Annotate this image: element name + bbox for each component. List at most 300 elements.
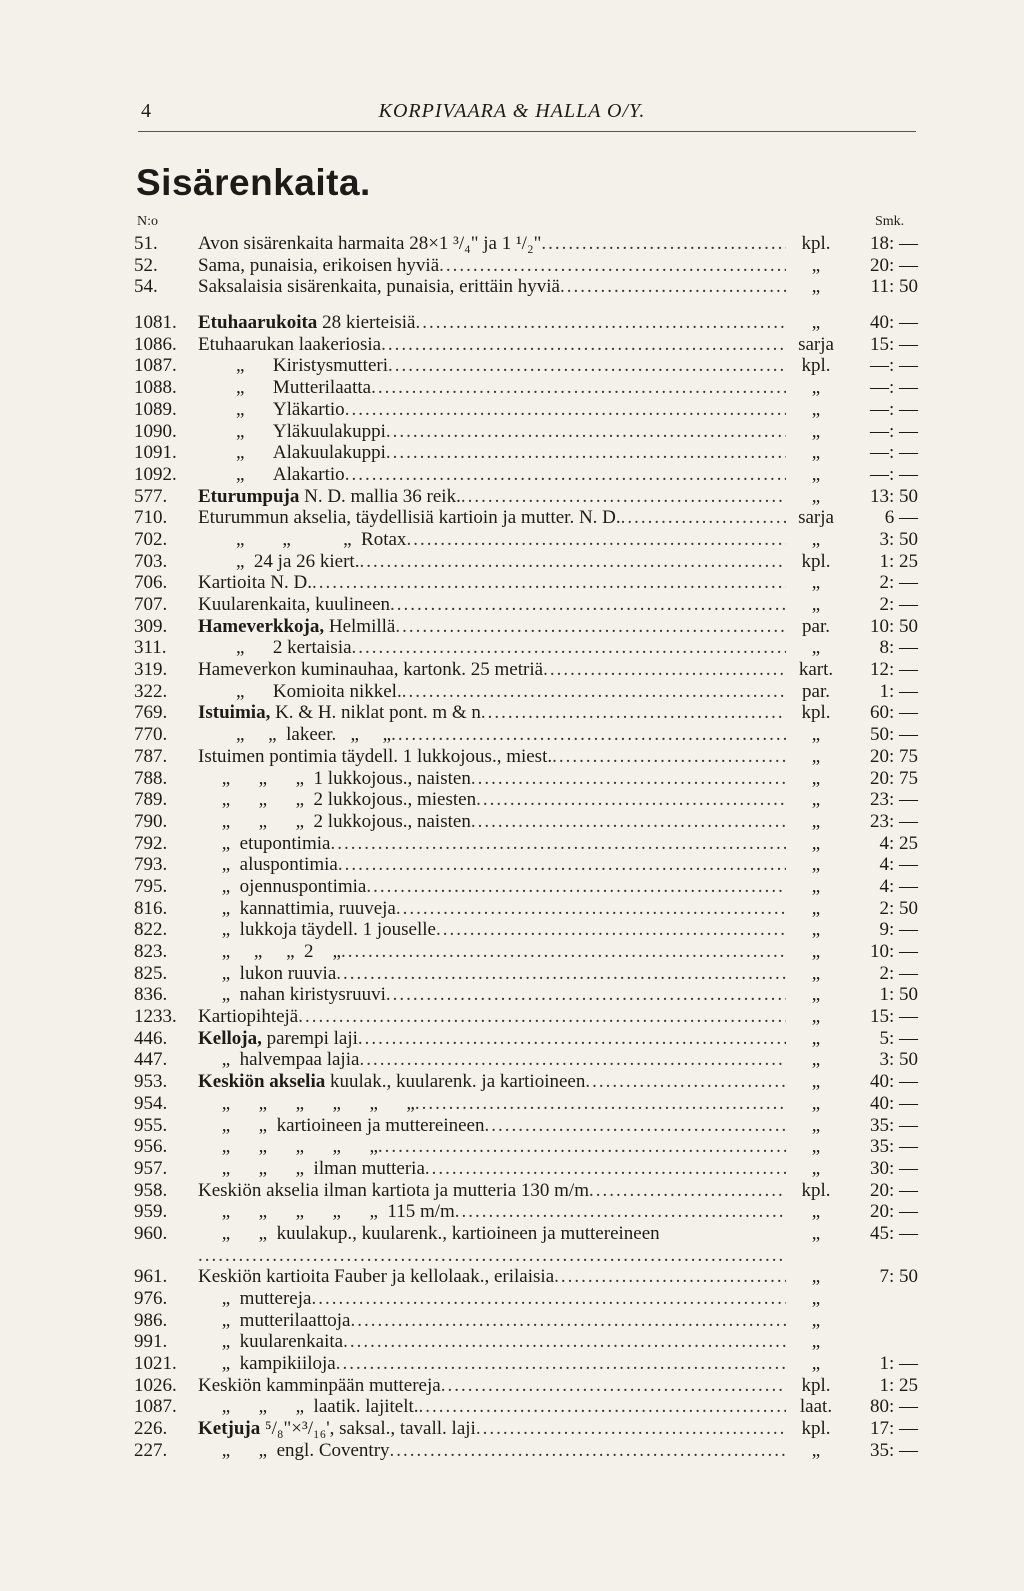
header-rule xyxy=(138,131,916,132)
item-text-body: „ „ „ laatik. lajitelt. xyxy=(198,1396,419,1418)
item-price: 4: — xyxy=(879,854,918,876)
item-text-body: „ kannattimia, ruuveja xyxy=(198,897,396,919)
item-number: 788. xyxy=(134,767,168,789)
item-description xyxy=(198,1201,786,1223)
list-item xyxy=(134,276,924,298)
item-description xyxy=(198,1049,786,1071)
item-number: 447. xyxy=(134,1049,168,1071)
item-text xyxy=(198,572,312,594)
list-item xyxy=(134,898,924,920)
item-number: 319. xyxy=(134,659,168,681)
item-description xyxy=(198,1418,786,1440)
item-text xyxy=(198,681,402,703)
list-item xyxy=(134,1288,924,1310)
item-unit: „ xyxy=(811,594,821,615)
item-price: 7: 50 xyxy=(879,1266,918,1288)
item-price: 1: — xyxy=(879,1353,918,1375)
item-number: 226. xyxy=(134,1418,168,1440)
item-description xyxy=(198,1006,786,1028)
item-unit: kpl. xyxy=(801,1179,831,1201)
dot-leader xyxy=(552,746,786,768)
item-description xyxy=(198,768,786,790)
item-description xyxy=(198,1223,786,1266)
item-number: 825. xyxy=(134,962,168,984)
item-description xyxy=(198,233,786,255)
item-description xyxy=(198,255,786,277)
dot-leader xyxy=(471,811,786,833)
item-number: 959. xyxy=(134,1201,168,1223)
item-number: 1021. xyxy=(134,1353,177,1375)
page-title: Sisärenkaita. xyxy=(136,162,371,203)
list-item xyxy=(134,724,924,746)
item-description xyxy=(198,1115,786,1137)
list-item xyxy=(134,529,924,551)
item-number: 956. xyxy=(134,1136,168,1158)
list-item xyxy=(134,854,924,876)
item-price: 40: — xyxy=(869,312,918,334)
dot-leader xyxy=(560,276,786,298)
item-price: 10: — xyxy=(869,941,918,962)
dot-leader xyxy=(441,1375,786,1397)
dot-leader xyxy=(386,421,786,443)
dot-leader xyxy=(543,659,786,681)
item-unit: „ xyxy=(811,276,821,298)
item-text-body: „ Komioita nikkel. xyxy=(198,680,402,702)
item-description xyxy=(198,377,786,399)
item-unit: „ xyxy=(811,572,821,594)
item-number: 954. xyxy=(134,1092,168,1114)
item-number: 710. xyxy=(134,507,168,529)
dot-leader xyxy=(471,768,786,790)
list-item xyxy=(134,1396,924,1418)
item-unit: „ xyxy=(811,832,821,854)
item-unit: „ xyxy=(811,1071,821,1093)
item-price: 13: 50 xyxy=(869,485,918,507)
item-text xyxy=(198,1223,786,1245)
dot-leader xyxy=(371,377,786,399)
item-number: 976. xyxy=(134,1288,168,1310)
item-text xyxy=(198,355,388,377)
item-number: 703. xyxy=(134,550,168,572)
item-number: 961. xyxy=(134,1266,168,1288)
item-price: 1: — xyxy=(879,680,918,702)
item-description xyxy=(198,442,786,464)
item-description xyxy=(198,681,786,703)
item-text xyxy=(198,334,381,356)
item-unit: „ xyxy=(811,875,821,897)
dot-leader xyxy=(481,702,786,724)
item-price: —: — xyxy=(869,420,918,442)
list-item xyxy=(134,1331,924,1353)
item-price: —: — xyxy=(869,355,918,377)
list-item xyxy=(134,1418,924,1440)
dot-leader xyxy=(345,399,786,421)
item-text xyxy=(198,276,560,298)
item-text xyxy=(198,876,366,898)
item-number: 227. xyxy=(134,1439,168,1461)
list-item xyxy=(134,659,924,681)
item-text-body: „ „ „ 1 lukkojous., naisten xyxy=(198,767,471,789)
item-text xyxy=(198,811,471,833)
item-price: 3: 50 xyxy=(879,528,918,550)
item-unit: „ xyxy=(811,1331,821,1353)
item-text xyxy=(198,1201,455,1223)
item-number: 706. xyxy=(134,572,168,594)
item-unit: laat. xyxy=(799,1396,833,1418)
item-text xyxy=(198,1071,585,1093)
item-description xyxy=(198,1266,786,1288)
item-unit: „ xyxy=(811,1114,821,1136)
item-number: 789. xyxy=(134,789,168,811)
item-text-body: „ kuularenkaita xyxy=(198,1331,344,1353)
item-text xyxy=(198,919,436,941)
list-item xyxy=(134,1201,924,1223)
price-list xyxy=(134,233,924,1462)
item-number: 446. xyxy=(134,1027,168,1049)
item-unit: „ xyxy=(811,1439,821,1461)
item-description xyxy=(198,1353,786,1375)
item-description xyxy=(198,276,786,298)
item-text xyxy=(198,1006,298,1028)
item-number: 702. xyxy=(134,528,168,550)
item-text xyxy=(198,399,345,421)
item-price: 20: 75 xyxy=(869,745,918,767)
item-text xyxy=(198,377,371,399)
list-item xyxy=(134,1310,924,1332)
item-unit: „ xyxy=(811,810,821,832)
list-item xyxy=(134,233,924,255)
item-unit: kpl. xyxy=(801,702,831,724)
item-text xyxy=(198,255,439,277)
item-unit: „ xyxy=(811,1288,821,1310)
dot-leader xyxy=(359,551,786,573)
item-number: 1090. xyxy=(134,420,177,442)
dot-leader xyxy=(484,1115,786,1137)
item-number: 311. xyxy=(134,637,167,659)
dot-leader xyxy=(343,1331,786,1353)
list-item xyxy=(134,551,924,573)
item-price: 40: — xyxy=(869,1071,918,1093)
item-unit: „ xyxy=(811,745,821,767)
item-description xyxy=(198,1158,786,1180)
item-text xyxy=(198,1418,476,1440)
dot-leader xyxy=(461,486,786,508)
item-number: 309. xyxy=(134,615,168,637)
item-number: 957. xyxy=(134,1157,168,1179)
item-price: 9: — xyxy=(879,919,918,941)
item-unit: kpl. xyxy=(801,1418,831,1440)
item-price: 2: 50 xyxy=(879,897,918,919)
item-price: 6 — xyxy=(884,507,918,529)
dot-leader xyxy=(388,355,786,377)
dot-leader xyxy=(396,898,786,920)
item-text xyxy=(198,1028,358,1050)
item-price: 20: 75 xyxy=(869,767,918,789)
item-price: 20: — xyxy=(869,1179,918,1201)
item-description xyxy=(198,486,786,508)
list-item xyxy=(134,421,924,443)
item-text xyxy=(198,659,543,681)
item-description xyxy=(198,789,786,811)
item-text xyxy=(198,637,352,659)
item-text xyxy=(198,963,336,985)
list-item xyxy=(134,919,924,941)
dot-leader xyxy=(386,442,786,464)
list-item xyxy=(134,1440,924,1462)
item-text xyxy=(198,486,461,508)
list-item xyxy=(134,1158,924,1180)
item-number: 787. xyxy=(134,745,168,767)
item-number: 1081. xyxy=(134,312,177,334)
item-price: 20: — xyxy=(869,254,918,276)
item-heading: Keskiön akselia xyxy=(198,1071,326,1093)
item-heading: Ketjuja xyxy=(198,1418,261,1440)
item-description xyxy=(198,1440,786,1462)
list-item xyxy=(134,464,924,486)
item-description xyxy=(198,984,786,1006)
item-text xyxy=(198,833,330,855)
item-description xyxy=(198,464,786,486)
list-item xyxy=(134,442,924,464)
dot-leader xyxy=(419,1396,786,1418)
item-description xyxy=(198,1310,786,1332)
item-unit: „ xyxy=(811,254,821,276)
item-description xyxy=(198,1093,786,1115)
item-unit: „ xyxy=(811,1222,821,1244)
item-unit: „ xyxy=(811,962,821,984)
item-description xyxy=(198,334,786,356)
item-unit: „ xyxy=(811,1136,821,1158)
item-number: 769. xyxy=(134,702,168,724)
item-price: 35: — xyxy=(869,1114,918,1136)
item-text xyxy=(198,984,386,1006)
item-text xyxy=(198,1049,359,1071)
item-number: 991. xyxy=(134,1331,168,1353)
item-number: 793. xyxy=(134,854,168,876)
item-unit: „ xyxy=(811,1157,821,1179)
item-number: 52. xyxy=(134,254,158,276)
item-unit: „ xyxy=(811,767,821,789)
dot-leader xyxy=(352,637,786,659)
item-text xyxy=(198,1288,311,1310)
item-price: 2: — xyxy=(879,594,918,615)
dot-leader xyxy=(390,1440,786,1462)
item-unit: kart. xyxy=(798,659,834,681)
list-item xyxy=(134,876,924,898)
dot-leader xyxy=(345,464,786,486)
list-item xyxy=(134,312,924,334)
item-description xyxy=(198,637,786,659)
list-item xyxy=(134,255,924,277)
dot-leader xyxy=(198,1245,786,1267)
item-number: 836. xyxy=(134,984,168,1006)
item-text-body: „ aluspontimia xyxy=(198,854,338,876)
list-item xyxy=(134,681,924,703)
item-number: 1091. xyxy=(134,442,177,464)
item-number: 958. xyxy=(134,1179,168,1201)
item-number: 816. xyxy=(134,897,168,919)
list-item xyxy=(134,789,924,811)
item-price: 15: — xyxy=(869,1006,918,1028)
item-unit: kpl. xyxy=(801,233,831,254)
item-heading: Istuimia, xyxy=(198,702,271,724)
item-price: 1: 50 xyxy=(879,984,918,1006)
item-unit: „ xyxy=(811,1201,821,1223)
list-item xyxy=(134,1028,924,1050)
item-description xyxy=(198,616,786,638)
item-text-body: Keskiön kamminpään muttereja xyxy=(198,1374,441,1396)
item-text-body: parempi laji xyxy=(261,1027,358,1049)
item-unit: kpl. xyxy=(801,550,831,572)
column-header-price: Smk. xyxy=(875,214,905,229)
item-text-body: Saksalaisia sisärenkaita, punaisia, erittäin hyviä xyxy=(198,276,560,298)
item-unit: „ xyxy=(811,377,821,399)
item-text-body: Sama, punaisia, erikoisen hyviä xyxy=(198,254,440,276)
item-text-body: kuulak., kuularenk. ja kartioineen xyxy=(325,1071,586,1093)
item-text xyxy=(198,1396,419,1418)
dot-leader xyxy=(425,1158,786,1180)
item-unit: kpl. xyxy=(801,1374,831,1396)
item-text-body: „ 2 kertaisia xyxy=(198,637,352,659)
item-heading: Hameverkkoja, xyxy=(198,615,325,637)
item-text xyxy=(198,941,341,963)
item-text-body: Avon sisärenkaita harmaita 28×1 ³/₄" ja 1 ¹/₂" xyxy=(198,233,542,254)
dot-leader xyxy=(476,789,786,811)
item-price: 35: — xyxy=(869,1136,918,1158)
item-unit: „ xyxy=(811,1092,821,1114)
list-item xyxy=(134,1353,924,1375)
item-unit: „ xyxy=(811,854,821,876)
dot-leader xyxy=(436,919,786,941)
item-description xyxy=(198,659,786,681)
item-text-body: „ lukon ruuvia xyxy=(198,962,337,984)
item-text-body: Eturummun akselia, täydellisiä kartioin ja mutter. N. D. xyxy=(198,507,621,529)
item-unit: „ xyxy=(811,1006,821,1028)
item-number: 1026. xyxy=(134,1374,177,1396)
item-unit: „ xyxy=(811,398,821,420)
item-number: 1092. xyxy=(134,463,177,485)
item-text-body: „ muttereja xyxy=(198,1288,312,1310)
dot-leader xyxy=(311,1288,786,1310)
item-text xyxy=(198,551,359,573)
item-number: 51. xyxy=(134,233,158,254)
item-text-body: N. D. mallia 36 reik. xyxy=(299,485,461,507)
item-price: 11: 50 xyxy=(870,276,918,298)
item-number: 1088. xyxy=(134,377,177,399)
item-text-body: „ „ „ „ „ xyxy=(198,1136,378,1158)
item-number: 322. xyxy=(134,680,168,702)
dot-leader xyxy=(336,1353,786,1375)
item-description xyxy=(198,702,786,724)
item-text-body: Keskiön akselia ilman kartiota ja mutteria 130 m/m xyxy=(198,1179,589,1201)
item-text xyxy=(198,702,481,724)
dot-leader xyxy=(406,529,786,551)
item-heading: Etuhaarukoita xyxy=(198,312,318,334)
item-text xyxy=(198,233,541,255)
item-text-body: „ Yläkartio xyxy=(198,398,345,420)
item-text xyxy=(198,898,396,920)
item-text-body: „ „ engl. Coventry xyxy=(198,1439,390,1461)
item-unit: „ xyxy=(811,724,821,746)
item-description xyxy=(198,594,786,616)
item-text-body: K. & H. niklat pont. m & n xyxy=(270,702,481,724)
item-price: 40: — xyxy=(869,1092,918,1114)
item-description xyxy=(198,1180,786,1202)
item-number: 960. xyxy=(134,1222,168,1244)
item-description xyxy=(198,898,786,920)
item-price: —: — xyxy=(869,442,918,464)
item-text xyxy=(198,854,338,876)
item-text xyxy=(198,464,345,486)
item-text-body: „ 24 ja 26 kiert. xyxy=(198,550,360,572)
item-unit: „ xyxy=(811,312,821,334)
list-item xyxy=(134,811,924,833)
item-description xyxy=(198,1331,786,1353)
dot-leader xyxy=(390,594,786,616)
item-number: 54. xyxy=(134,276,158,298)
item-price: 1: 25 xyxy=(879,550,918,572)
dot-leader xyxy=(476,1418,786,1440)
item-text-body: „ Yläkuulakuppi xyxy=(198,420,386,442)
item-text-body: „ Kiristysmutteri xyxy=(198,355,388,377)
item-description xyxy=(198,724,786,746)
item-number: 1087. xyxy=(134,1396,177,1418)
item-unit: „ xyxy=(811,1353,821,1375)
item-number: 1089. xyxy=(134,398,177,420)
running-title: KORPIVAARA & HALLA O/Y. xyxy=(378,100,646,122)
list-item xyxy=(134,984,924,1006)
item-price: —: — xyxy=(869,398,918,420)
dot-leader xyxy=(378,1136,786,1158)
item-description xyxy=(198,529,786,551)
dot-leader xyxy=(366,876,786,898)
dot-leader xyxy=(381,334,786,356)
item-text-body: „ „ „ „ „ 115 m/m xyxy=(198,1201,455,1223)
item-text xyxy=(198,1115,484,1137)
item-description xyxy=(198,746,786,768)
item-text xyxy=(198,507,621,529)
item-text xyxy=(198,1440,390,1462)
item-text-body: „ „ kartioineen ja muttereineen xyxy=(198,1114,485,1136)
dot-leader xyxy=(298,1006,786,1028)
list-item xyxy=(134,941,924,963)
item-description xyxy=(198,811,786,833)
item-description xyxy=(198,963,786,985)
dot-leader xyxy=(312,572,786,594)
list-item xyxy=(134,1223,924,1266)
list-item xyxy=(134,702,924,724)
item-text-body: Hameverkon kuminauhaa, kartonk. 25 metriä xyxy=(198,659,544,681)
item-price: 2: — xyxy=(879,962,918,984)
list-item xyxy=(134,637,924,659)
list-item xyxy=(134,963,924,985)
item-text xyxy=(198,1310,350,1332)
list-item xyxy=(134,334,924,356)
dot-leader xyxy=(386,984,786,1006)
dot-leader xyxy=(415,1093,786,1115)
item-number: 1087. xyxy=(134,355,177,377)
item-text-body: „ nahan kiristysruuvi xyxy=(198,984,386,1006)
item-unit: par. xyxy=(802,615,830,637)
item-description xyxy=(198,1136,786,1158)
item-price: 3: 50 xyxy=(879,1049,918,1071)
item-text-body: „ „ „ 2 lukkojous., miesten xyxy=(198,789,477,811)
item-unit: „ xyxy=(811,1309,821,1331)
item-price: 17: — xyxy=(869,1418,918,1440)
item-price: 30: — xyxy=(869,1157,918,1179)
item-text-body: Etuhaarukan laakeriosia xyxy=(198,333,382,355)
item-unit: „ xyxy=(811,919,821,941)
